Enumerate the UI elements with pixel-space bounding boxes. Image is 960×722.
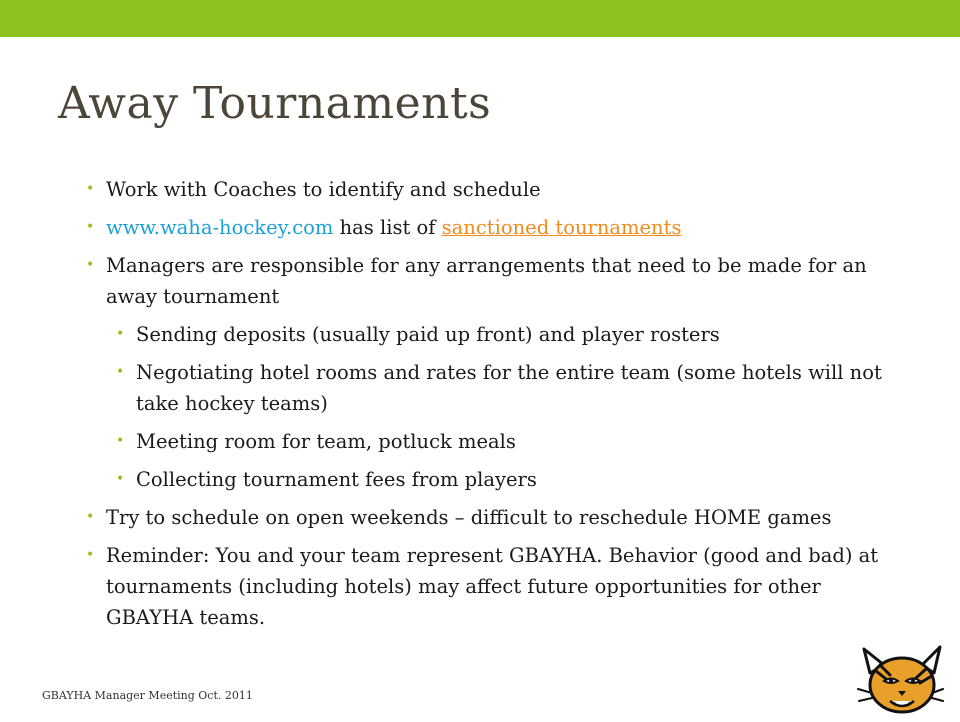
bullet-item [86,540,906,633]
bullet-item [86,212,906,243]
bullet-list [86,174,906,640]
sub-bullet-item [116,426,906,457]
bullet-item [86,502,906,533]
top-accent-bar [0,0,960,37]
waha-website-link[interactable]: www.waha-hockey.com [106,216,334,239]
sanctioned-tournaments-link[interactable]: sanctioned tournaments [441,216,682,239]
bullet-item [86,174,906,205]
sub-bullet-text: Meeting room for team, potluck meals [136,430,516,453]
bullet-text: Try to schedule on open weekends – difficult to reschedule HOME games [106,506,832,529]
bullet-item [86,250,906,312]
sub-bullet-text: Sending deposits (usually paid up front) and player rosters [136,323,720,346]
slide-footer: GBAYHA Manager Meeting Oct. 2011 [42,689,253,702]
bullet-text: Reminder: You and your team represent GBAYHA. Behavior (good and bad) at tournaments (including hotels) may affect future opportunities for other GBAYHA teams. [106,544,879,629]
sub-bullet-text: Collecting tournament fees from players [136,468,537,491]
wildcat-mascot-icon [856,643,944,718]
bullet-text: Work with Coaches to identify and schedule [106,178,541,201]
sub-bullet-text: Negotiating hotel rooms and rates for the entire team (some hotels will not take hockey teams) [136,361,882,415]
bullet-text: Managers are responsible for any arrangements that need to be made for an away tournament [106,254,867,308]
sub-bullet-item [116,319,906,350]
slide-title: Away Tournaments [58,78,492,129]
sub-bullet-item [116,464,906,495]
bullet-text: has list of [333,216,442,239]
sub-bullet-item [116,357,906,419]
